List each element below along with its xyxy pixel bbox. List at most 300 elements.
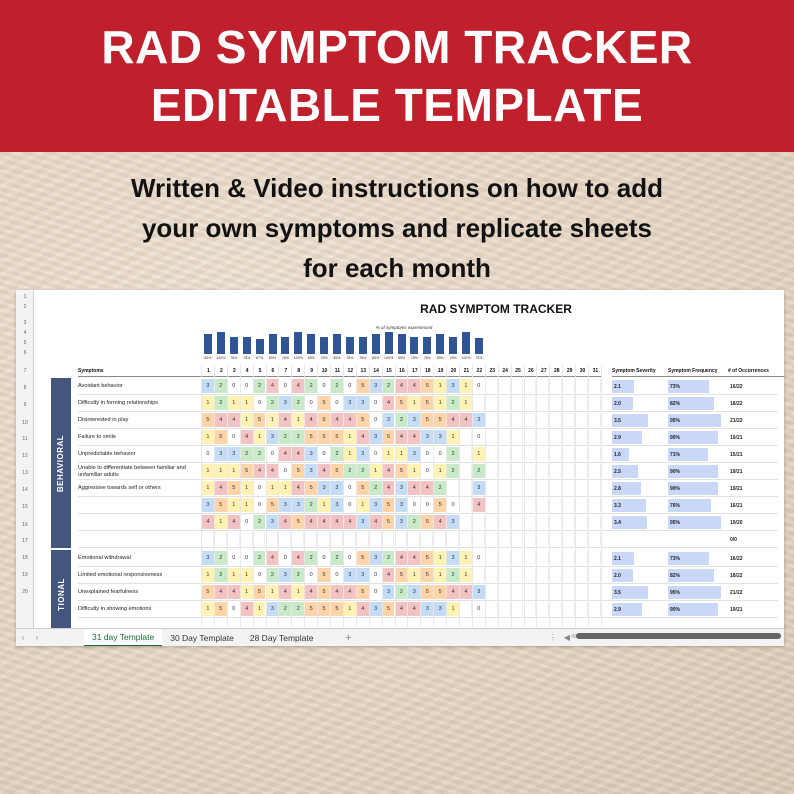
day-cell[interactable]	[576, 379, 588, 393]
day-cell[interactable]: 3	[357, 447, 369, 461]
day-cell[interactable]: 5	[421, 396, 433, 410]
day-cell[interactable]	[292, 532, 304, 546]
day-cell[interactable]	[499, 532, 511, 546]
day-cell[interactable]: 0	[408, 498, 420, 512]
day-cell[interactable]: 5	[357, 481, 369, 495]
day-cell[interactable]	[525, 464, 537, 478]
day-cell[interactable]	[525, 551, 537, 565]
day-cell[interactable]: 4	[305, 515, 317, 529]
day-cell[interactable]	[576, 396, 588, 410]
day-cell[interactable]: 4	[279, 515, 291, 529]
day-cell[interactable]: 1	[447, 430, 459, 444]
symptom-name[interactable]: Emotional withdrawal	[78, 555, 131, 561]
day-cell[interactable]: 2	[396, 585, 408, 599]
day-cell[interactable]: 3	[305, 447, 317, 461]
day-cell[interactable]	[486, 498, 498, 512]
day-cell[interactable]	[499, 498, 511, 512]
day-cell[interactable]: 1	[202, 602, 214, 616]
day-header[interactable]: 27	[537, 365, 550, 377]
day-cell[interactable]: 5	[305, 602, 317, 616]
day-header[interactable]: 1	[202, 365, 215, 377]
day-header[interactable]: 7	[279, 365, 292, 377]
day-cell[interactable]: 4	[228, 515, 240, 529]
day-cell[interactable]: 0	[344, 551, 356, 565]
day-header[interactable]: 23	[486, 365, 499, 377]
day-cell[interactable]: 0	[370, 447, 382, 461]
day-cell[interactable]: 2	[254, 447, 266, 461]
day-cell[interactable]	[589, 515, 601, 529]
day-cell[interactable]: 3	[292, 498, 304, 512]
day-cell[interactable]: 2	[408, 515, 420, 529]
day-cell[interactable]: 1	[408, 464, 420, 478]
day-cell[interactable]: 1	[254, 602, 266, 616]
day-cell[interactable]: 5	[434, 498, 446, 512]
day-cell[interactable]: 5	[357, 413, 369, 427]
day-cell[interactable]	[525, 379, 537, 393]
day-cell[interactable]: 1	[292, 585, 304, 599]
day-cell[interactable]	[537, 568, 549, 582]
day-cell[interactable]: 4	[408, 551, 420, 565]
day-cell[interactable]: 2	[344, 464, 356, 478]
spreadsheet-window[interactable]	[16, 290, 784, 646]
day-header[interactable]: 9	[305, 365, 318, 377]
day-cell[interactable]: 1	[241, 396, 253, 410]
day-cell[interactable]: 1	[473, 447, 485, 461]
day-cell[interactable]: 1	[267, 585, 279, 599]
day-cell[interactable]: 4	[279, 585, 291, 599]
day-cell[interactable]: 4	[383, 396, 395, 410]
day-cell[interactable]	[473, 396, 485, 410]
day-cell[interactable]: 1	[408, 396, 420, 410]
day-cell[interactable]: 4	[331, 515, 343, 529]
day-cell[interactable]: 1	[202, 430, 214, 444]
day-cell[interactable]	[512, 430, 524, 444]
day-cell[interactable]: 0	[228, 379, 240, 393]
day-cell[interactable]	[512, 464, 524, 478]
day-cell[interactable]	[525, 602, 537, 616]
day-cell[interactable]	[499, 379, 511, 393]
day-cell[interactable]: 3	[215, 447, 227, 461]
symptom-name[interactable]: Disinterested in play	[78, 417, 129, 423]
day-cell[interactable]: 4	[215, 481, 227, 495]
day-cell[interactable]	[537, 464, 549, 478]
day-cell[interactable]	[550, 551, 562, 565]
day-cell[interactable]: 0	[228, 551, 240, 565]
day-cell[interactable]: 5	[318, 413, 330, 427]
day-cell[interactable]: 1	[241, 568, 253, 582]
day-cell[interactable]	[460, 532, 472, 546]
day-cell[interactable]: 4	[279, 447, 291, 461]
day-cell[interactable]	[486, 413, 498, 427]
day-cell[interactable]	[512, 447, 524, 461]
day-cell[interactable]: 5	[421, 585, 433, 599]
day-cell[interactable]	[589, 532, 601, 546]
day-cell[interactable]: 0	[473, 551, 485, 565]
day-cell[interactable]	[589, 602, 601, 616]
day-cell[interactable]: 0	[421, 464, 433, 478]
day-header[interactable]: 11	[331, 365, 344, 377]
day-cell[interactable]: 4	[267, 464, 279, 478]
day-cell[interactable]	[486, 568, 498, 582]
day-cell[interactable]	[473, 532, 485, 546]
day-cell[interactable]	[537, 447, 549, 461]
day-cell[interactable]: 0	[344, 379, 356, 393]
day-cell[interactable]	[563, 551, 575, 565]
day-cell[interactable]: 1	[434, 379, 446, 393]
day-cell[interactable]: 2	[215, 568, 227, 582]
day-cell[interactable]	[525, 447, 537, 461]
day-cell[interactable]: 4	[421, 481, 433, 495]
day-header[interactable]: 14	[370, 365, 383, 377]
day-cell[interactable]: 4	[292, 379, 304, 393]
day-cell[interactable]: 0	[254, 568, 266, 582]
day-cell[interactable]	[486, 551, 498, 565]
day-header[interactable]: 4	[241, 365, 254, 377]
day-cell[interactable]	[576, 551, 588, 565]
day-cell[interactable]: 4	[357, 430, 369, 444]
day-cell[interactable]	[537, 602, 549, 616]
day-cell[interactable]: 1	[228, 568, 240, 582]
day-cell[interactable]	[447, 481, 459, 495]
day-cell[interactable]: 5	[357, 551, 369, 565]
day-cell[interactable]	[486, 602, 498, 616]
day-header[interactable]: 24	[499, 365, 512, 377]
day-cell[interactable]: 1	[267, 413, 279, 427]
day-cell[interactable]: 1	[215, 464, 227, 478]
sheet-tab-1[interactable]: 31 day Template	[84, 629, 162, 647]
day-cell[interactable]	[576, 498, 588, 512]
day-cell[interactable]: 2	[292, 396, 304, 410]
day-cell[interactable]	[550, 498, 562, 512]
day-cell[interactable]	[563, 498, 575, 512]
day-cell[interactable]	[512, 585, 524, 599]
day-cell[interactable]	[550, 532, 562, 546]
day-cell[interactable]	[589, 379, 601, 393]
day-cell[interactable]: 1	[434, 568, 446, 582]
day-cell[interactable]: 1	[202, 481, 214, 495]
day-cell[interactable]	[563, 447, 575, 461]
day-cell[interactable]: 4	[408, 602, 420, 616]
symptom-name[interactable]	[78, 497, 208, 514]
next-sheet-icon[interactable]: ›	[35, 633, 39, 642]
day-cell[interactable]	[460, 602, 472, 616]
day-cell[interactable]: 5	[292, 515, 304, 529]
day-cell[interactable]: 0	[331, 396, 343, 410]
day-cell[interactable]: 3	[396, 515, 408, 529]
day-cell[interactable]: 1	[228, 396, 240, 410]
day-cell[interactable]: 1	[318, 498, 330, 512]
day-cell[interactable]: 0	[202, 447, 214, 461]
symptom-name[interactable]	[78, 531, 208, 548]
day-cell[interactable]	[434, 532, 446, 546]
day-cell[interactable]: 5	[383, 515, 395, 529]
day-cell[interactable]: 3	[267, 602, 279, 616]
day-cell[interactable]: 0	[254, 498, 266, 512]
day-cell[interactable]: 1	[434, 396, 446, 410]
day-cell[interactable]: 1	[460, 568, 472, 582]
day-cell[interactable]: 3	[305, 464, 317, 478]
day-cell[interactable]	[279, 532, 291, 546]
sheet-tab-2[interactable]: 30 Day Template	[170, 632, 234, 643]
day-cell[interactable]	[576, 481, 588, 495]
day-cell[interactable]: 3	[331, 498, 343, 512]
day-cell[interactable]	[460, 515, 472, 529]
day-cell[interactable]	[589, 464, 601, 478]
day-cell[interactable]: 0	[318, 447, 330, 461]
day-cell[interactable]	[512, 515, 524, 529]
day-cell[interactable]	[202, 532, 214, 546]
day-cell[interactable]: 1	[241, 498, 253, 512]
prev-sheet-icon[interactable]: ‹	[21, 633, 25, 642]
symptom-name[interactable]: Failure to smile	[78, 434, 116, 440]
day-cell[interactable]: 3	[370, 498, 382, 512]
day-cell[interactable]	[589, 498, 601, 512]
day-cell[interactable]	[550, 568, 562, 582]
day-cell[interactable]: 3	[357, 568, 369, 582]
day-cell[interactable]	[550, 515, 562, 529]
day-cell[interactable]	[525, 585, 537, 599]
day-cell[interactable]: 4	[241, 430, 253, 444]
day-cell[interactable]: 3	[279, 568, 291, 582]
day-cell[interactable]: 4	[215, 413, 227, 427]
day-cell[interactable]	[241, 532, 253, 546]
day-cell[interactable]: 4	[318, 515, 330, 529]
day-header[interactable]: 18	[421, 365, 434, 377]
day-cell[interactable]: 0	[473, 430, 485, 444]
day-cell[interactable]: 3	[228, 447, 240, 461]
day-header[interactable]: 8	[292, 365, 305, 377]
day-cell[interactable]: 2	[254, 515, 266, 529]
day-header[interactable]: 13	[357, 365, 370, 377]
day-cell[interactable]: 4	[460, 585, 472, 599]
day-cell[interactable]	[486, 464, 498, 478]
day-header[interactable]: 17	[408, 365, 421, 377]
day-cell[interactable]	[447, 532, 459, 546]
day-cell[interactable]	[512, 568, 524, 582]
day-cell[interactable]: 0	[279, 551, 291, 565]
day-cell[interactable]: 1	[344, 430, 356, 444]
day-cell[interactable]: 3	[434, 430, 446, 444]
day-cell[interactable]	[331, 532, 343, 546]
day-cell[interactable]	[563, 430, 575, 444]
day-cell[interactable]	[512, 551, 524, 565]
day-cell[interactable]: 2	[357, 464, 369, 478]
day-cell[interactable]: 1	[241, 585, 253, 599]
day-cell[interactable]: 4	[357, 602, 369, 616]
day-cell[interactable]: 5	[383, 430, 395, 444]
add-sheet-icon[interactable]: +	[345, 631, 352, 644]
day-cell[interactable]: 0	[421, 447, 433, 461]
day-cell[interactable]: 4	[292, 481, 304, 495]
day-cell[interactable]: 5	[396, 568, 408, 582]
day-header[interactable]: 31	[589, 365, 602, 377]
day-cell[interactable]: 3	[421, 602, 433, 616]
day-cell[interactable]: 2	[383, 551, 395, 565]
day-cell[interactable]	[589, 396, 601, 410]
day-cell[interactable]	[550, 464, 562, 478]
day-cell[interactable]	[537, 551, 549, 565]
day-cell[interactable]	[550, 585, 562, 599]
day-cell[interactable]: 0	[344, 498, 356, 512]
day-cell[interactable]	[267, 532, 279, 546]
day-cell[interactable]: 1	[228, 464, 240, 478]
day-cell[interactable]	[460, 481, 472, 495]
symptom-name[interactable]: Unpredictable behavior	[78, 451, 136, 457]
day-cell[interactable]: 1	[434, 551, 446, 565]
symptom-name[interactable]: Limited emotional responsiveness	[78, 572, 163, 578]
day-cell[interactable]	[563, 464, 575, 478]
day-cell[interactable]: 1	[267, 481, 279, 495]
day-cell[interactable]: 4	[396, 602, 408, 616]
day-cell[interactable]: 4	[344, 585, 356, 599]
day-cell[interactable]: 2	[279, 602, 291, 616]
day-cell[interactable]: 5	[383, 498, 395, 512]
day-cell[interactable]	[589, 413, 601, 427]
day-cell[interactable]	[589, 585, 601, 599]
day-cell[interactable]: 4	[331, 585, 343, 599]
day-cell[interactable]: 2	[331, 447, 343, 461]
day-cell[interactable]: 1	[370, 464, 382, 478]
day-cell[interactable]: 3	[344, 396, 356, 410]
day-cell[interactable]: 1	[447, 602, 459, 616]
day-cell[interactable]: 4	[344, 413, 356, 427]
day-cell[interactable]: 0	[228, 430, 240, 444]
day-cell[interactable]	[460, 498, 472, 512]
day-cell[interactable]	[512, 602, 524, 616]
day-cell[interactable]: 1	[241, 481, 253, 495]
day-cell[interactable]: 0	[241, 515, 253, 529]
day-cell[interactable]	[305, 532, 317, 546]
day-cell[interactable]: 1	[460, 379, 472, 393]
day-cell[interactable]: 2	[396, 413, 408, 427]
day-cell[interactable]: 5	[331, 464, 343, 478]
day-header[interactable]: 15	[383, 365, 396, 377]
day-cell[interactable]: 0	[331, 568, 343, 582]
day-cell[interactable]	[473, 568, 485, 582]
day-cell[interactable]	[499, 396, 511, 410]
day-cell[interactable]: 0	[473, 602, 485, 616]
day-cell[interactable]: 3	[434, 602, 446, 616]
day-cell[interactable]: 0	[421, 498, 433, 512]
day-cell[interactable]	[576, 568, 588, 582]
day-cell[interactable]	[537, 430, 549, 444]
scroll-left-icon[interactable]: ◀	[563, 633, 571, 642]
day-cell[interactable]: 3	[357, 396, 369, 410]
day-cell[interactable]: 1	[357, 498, 369, 512]
day-cell[interactable]	[589, 568, 601, 582]
day-cell[interactable]	[550, 430, 562, 444]
day-cell[interactable]: 2	[305, 498, 317, 512]
day-cell[interactable]	[460, 430, 472, 444]
day-cell[interactable]: 2	[473, 464, 485, 478]
day-cell[interactable]: 1	[292, 413, 304, 427]
day-cell[interactable]	[499, 602, 511, 616]
day-cell[interactable]: 3	[279, 396, 291, 410]
day-cell[interactable]: 5	[434, 413, 446, 427]
day-cell[interactable]	[537, 585, 549, 599]
day-cell[interactable]: 3	[202, 379, 214, 393]
day-cell[interactable]: 4	[408, 430, 420, 444]
day-cell[interactable]: 1	[202, 464, 214, 478]
day-cell[interactable]: 4	[344, 515, 356, 529]
day-cell[interactable]: 0	[254, 396, 266, 410]
day-cell[interactable]	[550, 602, 562, 616]
day-cell[interactable]: 0	[305, 568, 317, 582]
day-cell[interactable]: 3	[370, 602, 382, 616]
day-cell[interactable]: 4	[331, 413, 343, 427]
day-header[interactable]: 6	[267, 365, 280, 377]
day-cell[interactable]: 3	[447, 551, 459, 565]
day-cell[interactable]	[537, 413, 549, 427]
day-cell[interactable]: 3	[408, 447, 420, 461]
symptom-name[interactable]: Difficulty in showing emotions	[78, 606, 152, 612]
day-cell[interactable]: 0	[434, 447, 446, 461]
day-cell[interactable]: 5	[357, 379, 369, 393]
day-cell[interactable]: 4	[460, 413, 472, 427]
day-cell[interactable]	[563, 515, 575, 529]
day-cell[interactable]: 5	[254, 413, 266, 427]
day-cell[interactable]	[499, 515, 511, 529]
day-cell[interactable]: 0	[279, 379, 291, 393]
day-cell[interactable]: 5	[202, 413, 214, 427]
day-cell[interactable]: 5	[228, 481, 240, 495]
day-cell[interactable]: 4	[396, 430, 408, 444]
day-cell[interactable]: 2	[331, 379, 343, 393]
day-cell[interactable]: 2	[447, 447, 459, 461]
day-header[interactable]: 30	[576, 365, 589, 377]
day-cell[interactable]: 4	[241, 602, 253, 616]
day-cell[interactable]	[563, 379, 575, 393]
day-cell[interactable]: 2	[241, 447, 253, 461]
day-cell[interactable]: 2	[215, 396, 227, 410]
day-cell[interactable]: 3	[267, 515, 279, 529]
day-cell[interactable]	[383, 532, 395, 546]
day-cell[interactable]: 5	[318, 396, 330, 410]
day-cell[interactable]	[499, 447, 511, 461]
day-cell[interactable]: 0	[370, 568, 382, 582]
day-cell[interactable]: 3	[447, 379, 459, 393]
day-cell[interactable]: 4	[370, 515, 382, 529]
day-cell[interactable]	[563, 602, 575, 616]
day-cell[interactable]: 2	[292, 568, 304, 582]
day-header[interactable]: 25	[512, 365, 525, 377]
day-cell[interactable]	[486, 481, 498, 495]
day-cell[interactable]: 5	[434, 585, 446, 599]
day-cell[interactable]: 3	[473, 413, 485, 427]
symptom-name[interactable]: Unable to differentiate between familiar and unfamiliar adults	[78, 464, 186, 478]
day-header[interactable]: 2	[215, 365, 228, 377]
day-cell[interactable]: 3	[344, 568, 356, 582]
day-cell[interactable]: 2	[305, 379, 317, 393]
day-cell[interactable]: 4	[228, 413, 240, 427]
day-cell[interactable]: 5	[305, 481, 317, 495]
day-cell[interactable]	[499, 568, 511, 582]
day-cell[interactable]: 4	[383, 568, 395, 582]
day-cell[interactable]	[537, 532, 549, 546]
day-cell[interactable]	[525, 430, 537, 444]
day-cell[interactable]	[344, 532, 356, 546]
day-cell[interactable]: 5	[421, 515, 433, 529]
day-cell[interactable]: 1	[460, 396, 472, 410]
day-header[interactable]: 20	[447, 365, 460, 377]
day-cell[interactable]	[563, 481, 575, 495]
day-cell[interactable]	[525, 568, 537, 582]
day-cell[interactable]	[408, 532, 420, 546]
day-cell[interactable]	[576, 447, 588, 461]
day-cell[interactable]: 2	[447, 568, 459, 582]
day-cell[interactable]	[576, 413, 588, 427]
day-cell[interactable]	[486, 447, 498, 461]
